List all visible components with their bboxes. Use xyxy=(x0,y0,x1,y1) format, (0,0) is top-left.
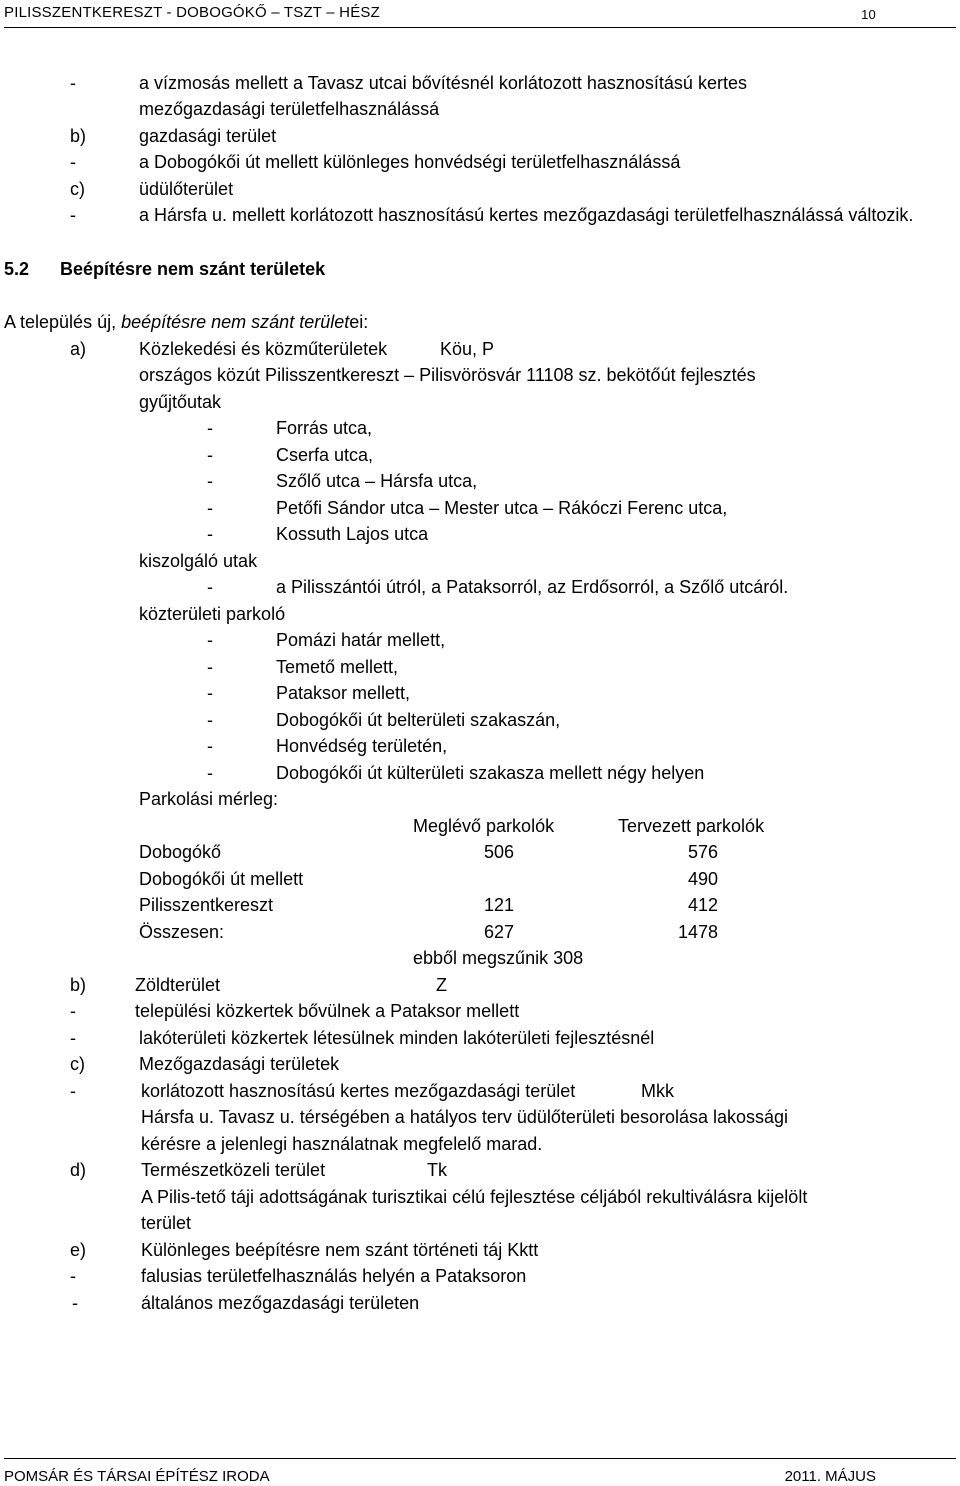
lead-emphasis: beépítésre nem szánt terület xyxy=(121,312,350,332)
list-marker: - xyxy=(207,736,213,756)
list-item-text: Pomázi határ mellett, xyxy=(276,630,446,650)
table-cell-existing: 627 xyxy=(483,922,514,942)
subgroup-label: kiszolgáló utak xyxy=(139,551,258,571)
list-item-text: Szőlő utca – Hársfa utca, xyxy=(276,471,478,491)
category-code: Mkk xyxy=(641,1081,674,1101)
list-item-text: Hársfa u. Tavasz u. térségében a hatályos terv üdülőterületi besorolása lakossági xyxy=(141,1107,789,1127)
list-item-text: települési közkertek bővülnek a Pataksor mellett xyxy=(135,1001,520,1021)
column-header-planned: Tervezett parkolók xyxy=(618,816,765,836)
list-marker: b) xyxy=(70,975,87,995)
section-title: Beépítésre nem szánt területek xyxy=(60,259,326,279)
subgroup-label: gyűjtőutak xyxy=(139,392,222,412)
list-item-text: mezőgazdasági területfelhasználássá xyxy=(139,99,440,119)
list-marker: - xyxy=(70,1001,76,1021)
list-marker: - xyxy=(207,445,213,465)
list-item-text: a vízmosás mellett a Tavasz utcai bővítésnél korlátozott hasznosítású kertes xyxy=(139,73,747,93)
list-item-text: a Dobogókői út mellett különleges honvédségi területfelhasználássá xyxy=(139,152,681,172)
road-text: országos közút Pilisszentkereszt – Pilisvörösvár 11108 sz. bekötőút fejlesztés xyxy=(139,365,756,385)
list-marker: b) xyxy=(70,126,87,146)
parking-balance-title: Parkolási mérleg: xyxy=(139,789,279,809)
list-item-text: Dobogókői út belterületi szakaszán, xyxy=(276,710,561,730)
list-marker: - xyxy=(72,1293,78,1313)
list-marker: a) xyxy=(70,339,87,359)
section-lead xyxy=(4,311,368,333)
table-cell-existing: 506 xyxy=(483,842,514,862)
list-item-text: általános mezőgazdasági területen xyxy=(141,1293,420,1313)
footer-company: POMSÁR ÉS TÁRSAI ÉPÍTÉSZ IRODA xyxy=(4,1468,270,1485)
list-marker: - xyxy=(70,205,76,225)
page-footer xyxy=(4,1458,956,1483)
list-marker: - xyxy=(207,630,213,650)
table-row-label: Összesen: xyxy=(139,922,225,942)
list-marker: - xyxy=(207,657,213,677)
list-item-text: a Hársfa u. mellett korlátozott hasznosítású kertes mezőgazdasági területfelhasználássá változik. xyxy=(139,205,914,225)
list-item-text: lakóterületi közkertek létesülnek minden lakóterületi fejlesztésnél xyxy=(139,1028,655,1048)
category-title: Természetközeli terület xyxy=(141,1160,326,1180)
category-title: Különleges beépítésre nem szánt történeti táj Kktt xyxy=(141,1240,539,1260)
table-row-label: Dobogókő xyxy=(139,842,222,862)
list-item-text: korlátozott hasznosítású kertes mezőgazdasági terület xyxy=(141,1081,576,1101)
list-item-text: Forrás utca, xyxy=(276,418,373,438)
list-marker: - xyxy=(207,524,213,544)
subgroup-label: közterületi parkoló xyxy=(139,604,286,624)
page-header xyxy=(4,3,956,28)
list-marker: - xyxy=(207,683,213,703)
table-cell-planned: 1478 xyxy=(677,922,718,942)
list-marker: - xyxy=(70,1266,76,1286)
list-item-text: Pataksor mellett, xyxy=(276,683,411,703)
footer-date: 2011. MÁJUS xyxy=(784,1468,876,1485)
body-text: A Pilis-tető táji adottságának turisztikai célú fejlesztése céljából rekultiválásra kijelölt xyxy=(141,1187,808,1207)
lead-text-end: ei: xyxy=(349,312,369,332)
table-cell-planned: 576 xyxy=(687,842,718,862)
list-item-text: kérésre a jelenlegi használatnak megfelelő marad. xyxy=(141,1134,543,1154)
category-title: Mezőgazdasági területek xyxy=(139,1054,340,1074)
list-marker: d) xyxy=(70,1160,87,1180)
body-text: terület xyxy=(141,1213,192,1233)
list-marker: - xyxy=(207,498,213,518)
page-number: 10 xyxy=(861,7,876,22)
list-item-text: üdülőterület xyxy=(139,179,234,199)
list-item-text: Temető mellett, xyxy=(276,657,399,677)
header-title: PILISSZENTKERESZT - DOBOGÓKŐ – TSZT – HÉSZ xyxy=(4,4,380,21)
table-cell-existing: 121 xyxy=(483,895,514,915)
list-marker: - xyxy=(70,152,76,172)
category-code: Köu, P xyxy=(440,339,495,359)
list-marker: - xyxy=(207,418,213,438)
list-item-text: Kossuth Lajos utca xyxy=(276,524,429,544)
list-marker: - xyxy=(207,763,213,783)
list-marker: - xyxy=(207,577,213,597)
list-item-text: a Pilisszántói útról, a Pataksorról, az Erdősorról, a Szőlő utcáról. xyxy=(276,577,789,597)
list-marker: - xyxy=(207,710,213,730)
category-title: Közlekedési és közműterületek xyxy=(139,339,388,359)
list-item-text: Honvédség területén, xyxy=(276,736,448,756)
list-marker: - xyxy=(70,73,76,93)
lead-text: A település új, xyxy=(4,312,122,332)
list-marker: - xyxy=(70,1081,76,1101)
list-item-text: falusias területfelhasználás helyén a Pataksoron xyxy=(141,1266,527,1286)
list-item-text: gazdasági terület xyxy=(139,126,277,146)
list-item-text: Petőfi Sándor utca – Mester utca – Rákóczi Ferenc utca, xyxy=(276,498,728,518)
table-row-label: Dobogókői út mellett xyxy=(139,869,304,889)
list-item-text: Dobogókői út külterületi szakasza mellett négy helyen xyxy=(276,763,705,783)
table-cell-planned: 412 xyxy=(687,895,718,915)
category-code: Tk xyxy=(427,1160,447,1180)
list-marker: c) xyxy=(70,1054,85,1074)
list-item-text: Cserfa utca, xyxy=(276,445,374,465)
parking-balance-note: ebből megszűnik 308 xyxy=(413,948,584,968)
column-header-existing: Meglévő parkolók xyxy=(413,816,555,836)
table-cell-planned: 490 xyxy=(687,869,718,889)
section-number: 5.2 xyxy=(4,259,30,279)
list-marker: - xyxy=(70,1028,76,1048)
category-title: Zöldterület xyxy=(135,975,221,995)
list-marker: c) xyxy=(70,179,85,199)
table-row-label: Pilisszentkereszt xyxy=(139,895,274,915)
category-code: Z xyxy=(436,975,447,995)
list-marker: - xyxy=(207,471,213,491)
list-marker: e) xyxy=(70,1240,87,1260)
